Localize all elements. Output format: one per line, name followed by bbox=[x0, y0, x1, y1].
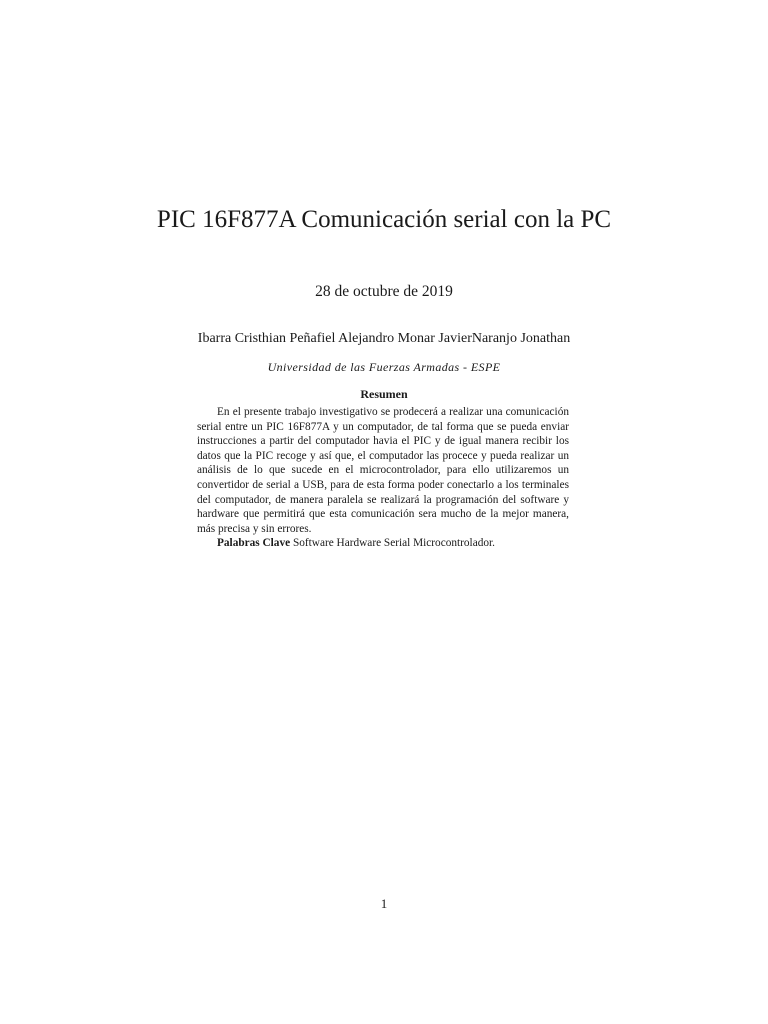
page-number: 1 bbox=[380, 896, 388, 911]
abstract-text: En el presente trabajo investigativo se prodecerá a realizar una comunicación serial entre un PIC 16F877A y un computador, de tal forma que se pueda enviar instrucciones a partir del computador havia el PIC y de igual manera recibir los datos que la PIC recoge y así que, el computador las procece y pueda realizar un análisis de lo que sucede en el microcontrolador, para ello utilizaremos un convertidor de serial a USB, para de esta forma poder conectarlo a los terminales del computador, de manera paralela se realizará la programación del software y hardware que permitirá que esta comunicación sera mucho de la mejor manera, más precisa y sin errores. bbox=[197, 406, 569, 535]
abstract-block bbox=[197, 405, 569, 551]
keywords-label: Palabras Clave bbox=[217, 537, 291, 550]
document-title: PIC 16F877A Comunicación serial con la PC bbox=[156, 206, 612, 233]
author-affiliation: Universidad de las Fuerzas Armadas - ESPE bbox=[267, 360, 501, 374]
abstract-heading: Resumen bbox=[360, 387, 408, 401]
document-date: 28 de octubre de 2019 bbox=[315, 283, 453, 300]
keywords-line bbox=[197, 536, 569, 551]
author-list: Ibarra Cristhian Peñafiel Alejandro Monar JavierNaranjo Jonathan bbox=[197, 331, 571, 346]
keywords-text: Software Hardware Serial Microcontrolador. bbox=[292, 537, 495, 550]
